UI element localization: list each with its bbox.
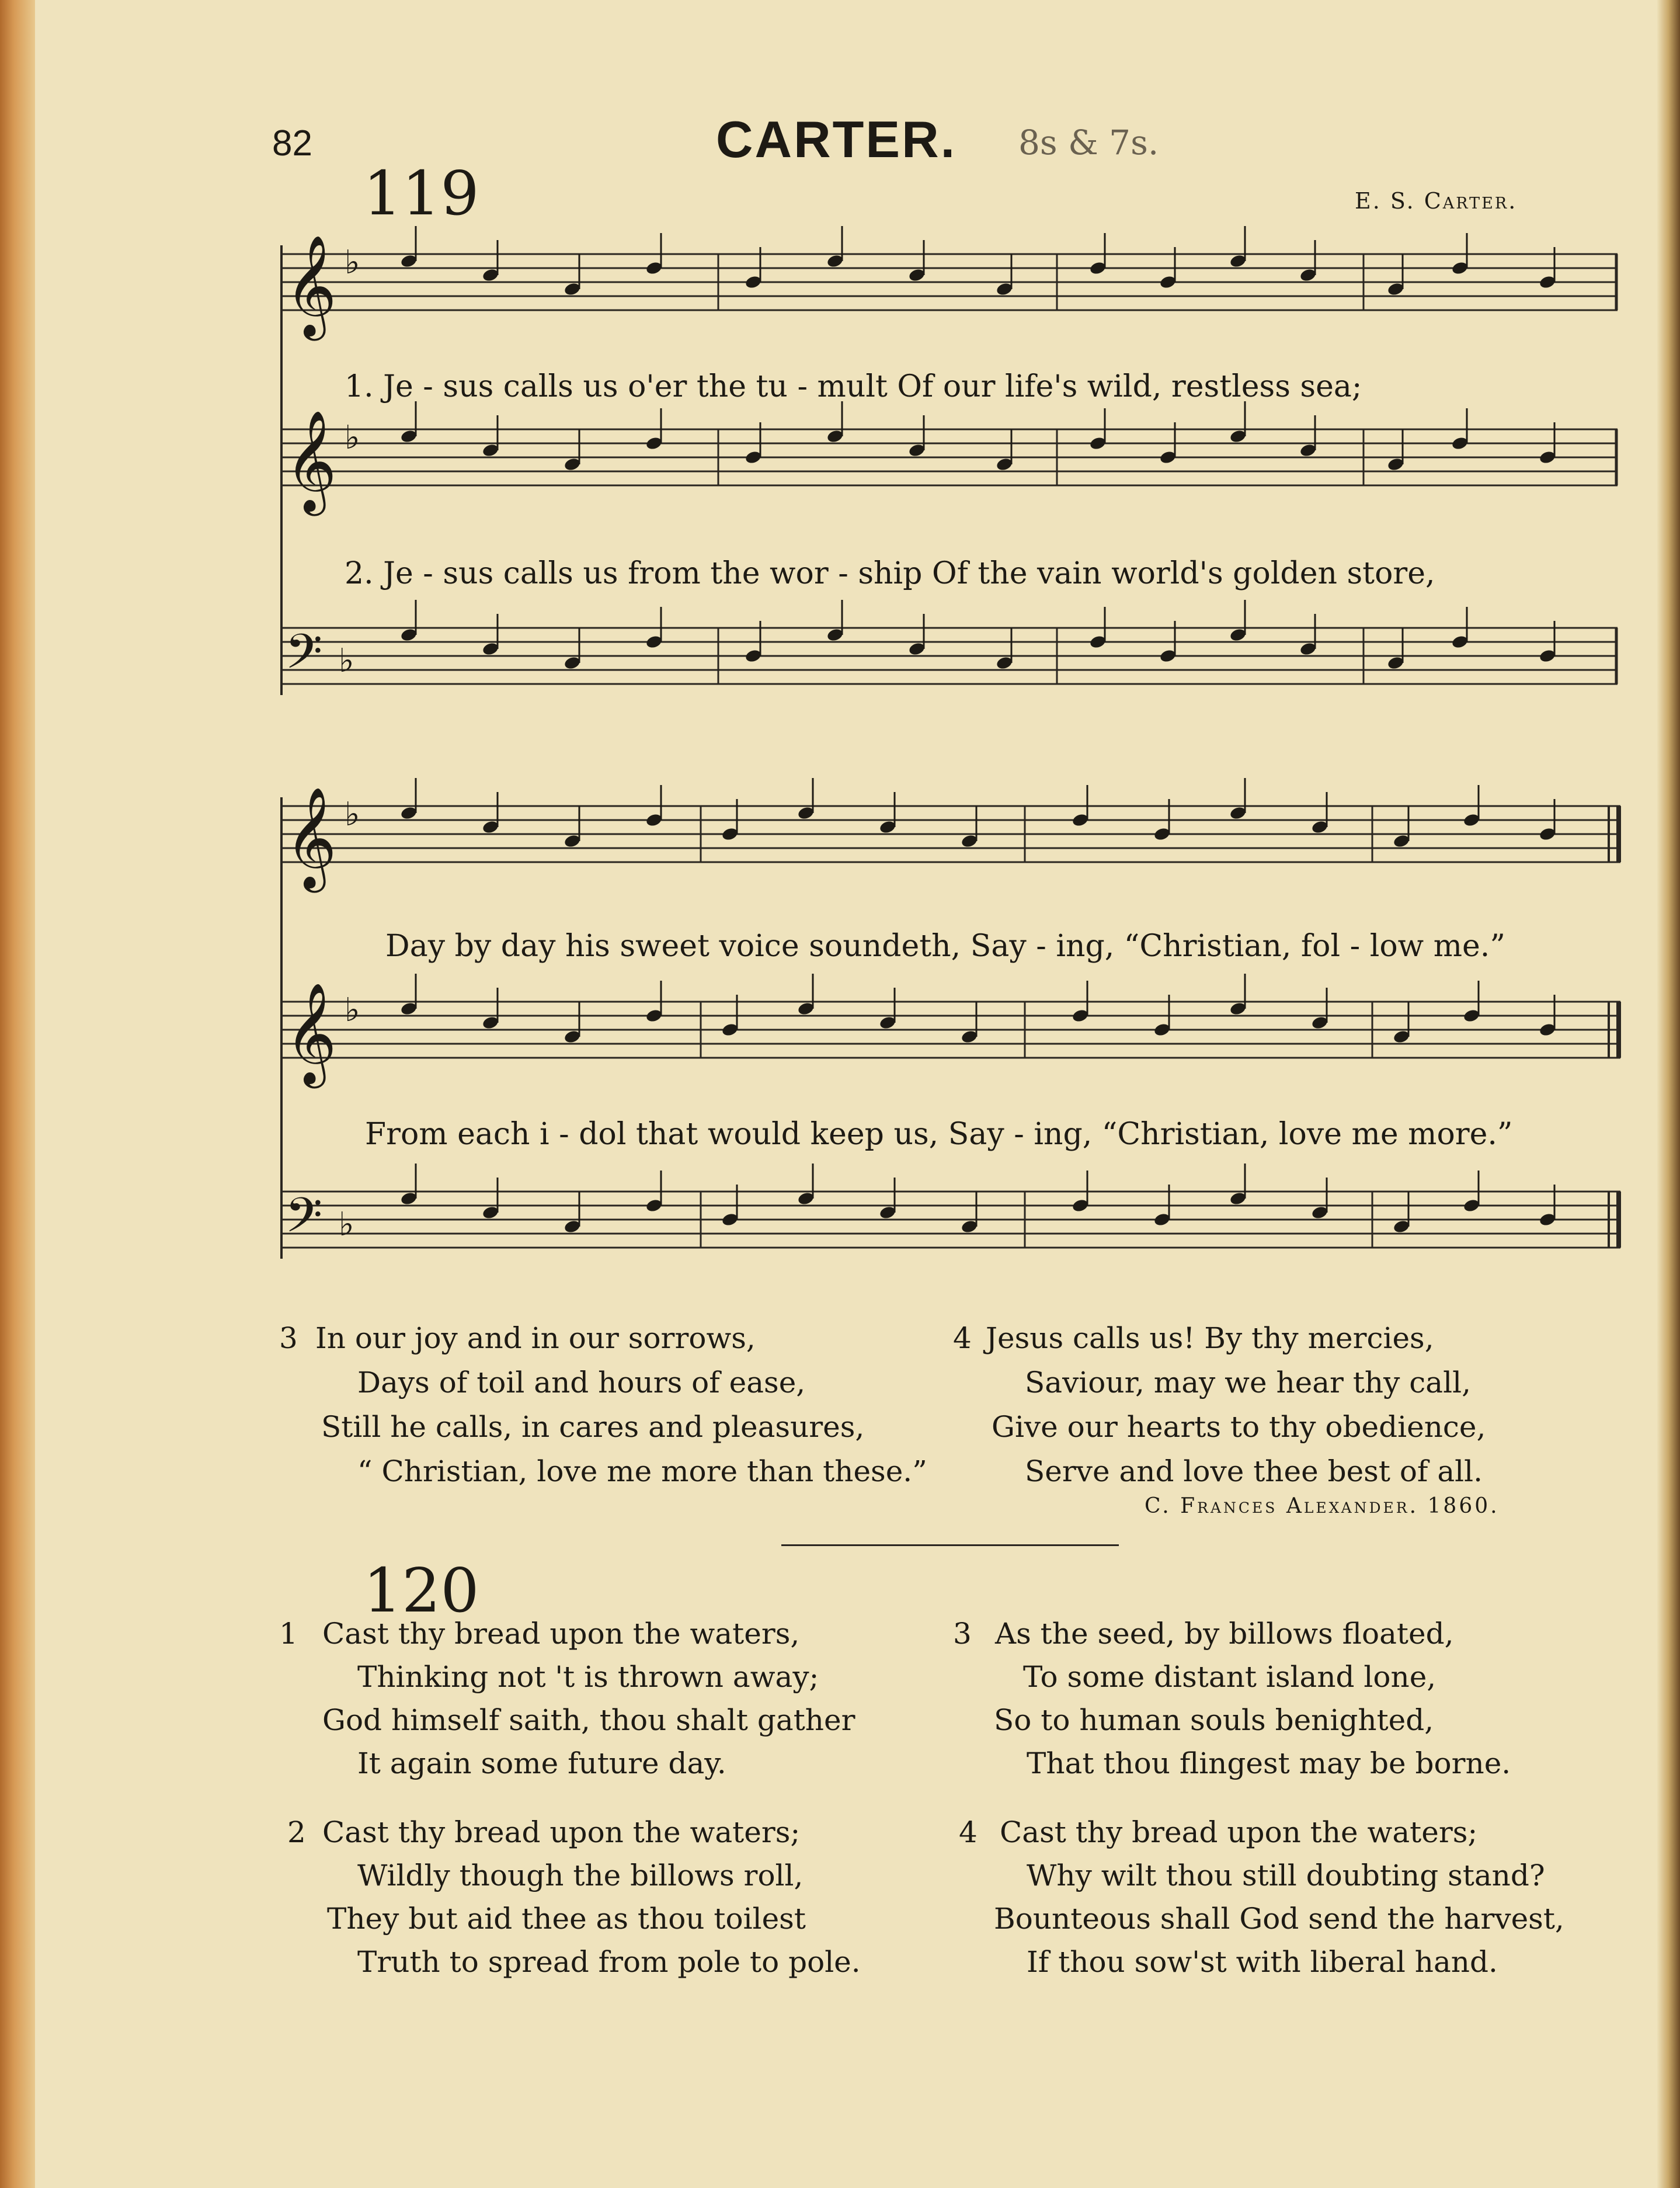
verse-line: As the seed, by billows floated, <box>995 1617 1454 1651</box>
flat-icon: ♭ <box>345 244 360 282</box>
author-credit: C. Frances Alexander. 1860. <box>1145 1494 1500 1518</box>
meter: 8s & 7s. <box>1018 123 1159 162</box>
verse-line: That thou flingest may be borne. <box>1027 1746 1511 1780</box>
lyric-line-2: 2. Je - sus calls us from the wor - ship Of the vain world's golden store, <box>345 556 1435 591</box>
verse-line: To some distant island lone, <box>1023 1660 1436 1694</box>
verse-line: In our joy and in our sorrows, <box>315 1321 756 1355</box>
verse-line: It again some future day. <box>357 1746 726 1780</box>
verse-line: Days of toil and hours of ease, <box>357 1366 806 1399</box>
verse-number: 4 <box>953 1321 972 1355</box>
system-2-staves <box>280 797 1620 1259</box>
treble-clef-icon: 𝄞 <box>285 787 337 888</box>
verse-line: Give our hearts to thy obedience, <box>992 1410 1486 1444</box>
verse-number: 4 <box>959 1815 978 1849</box>
page-number: 82 <box>272 123 312 164</box>
lyric-line-3: Day by day his sweet voice soundeth, Say - ing, “Christian, fol - low me.” <box>385 929 1505 964</box>
verse-line: Cast thy bread upon the waters, <box>322 1617 800 1651</box>
verse-line: Why wilt thou still doubting stand? <box>1027 1859 1545 1892</box>
flat-icon: ♭ <box>339 1206 354 1244</box>
verse-number: 1 <box>279 1617 298 1651</box>
verse-line: Truth to spread from pole to pole. <box>357 1945 861 1979</box>
flat-icon: ♭ <box>345 991 360 1029</box>
flat-icon: ♭ <box>345 419 360 457</box>
treble-clef-icon: 𝄞 <box>285 982 337 1084</box>
verse-line: Wildly though the billows roll, <box>357 1859 804 1892</box>
verse-line: Cast thy bread upon the waters; <box>322 1815 801 1849</box>
verse-number: 3 <box>953 1617 972 1651</box>
verse-line: Still he calls, in cares and pleasures, <box>321 1410 865 1444</box>
verse-line: “ Christian, love me more than these.” <box>357 1454 927 1488</box>
hymn-number-120: 120 <box>363 1555 479 1626</box>
verse-line: God himself saith, thou shalt gather <box>322 1703 855 1737</box>
verse-line: Saviour, may we hear thy call, <box>1025 1366 1471 1399</box>
verse-number: 3 <box>279 1321 298 1355</box>
hymn-number-119: 119 <box>363 158 479 229</box>
lyric-line-1: 1. Je - sus calls us o'er the tu - mult Of our life's wild, restless sea; <box>345 369 1362 404</box>
treble-clef-icon: 𝄞 <box>285 235 337 336</box>
tune-name: CARTER. <box>716 110 957 168</box>
treble-clef-icon: 𝄞 <box>285 410 337 512</box>
flat-icon: ♭ <box>345 796 360 833</box>
verse-line: Serve and love thee best of all. <box>1025 1454 1483 1488</box>
verse-line: Jesus calls us! By thy mercies, <box>986 1321 1434 1355</box>
verse-line: Cast thy bread upon the waters; <box>1000 1815 1478 1849</box>
bass-clef-icon: 𝄢 <box>285 623 323 692</box>
system-1-staves <box>280 245 1618 695</box>
divider-rule <box>781 1544 1119 1546</box>
verse-line: Bounteous shall God send the harvest, <box>994 1902 1564 1936</box>
verse-line: They but aid thee as thou toilest <box>327 1902 806 1936</box>
composer: E. S. Carter. <box>1355 188 1518 214</box>
verse-number: 2 <box>287 1815 306 1849</box>
bass-clef-icon: 𝄢 <box>285 1187 323 1255</box>
flat-icon: ♭ <box>339 642 354 680</box>
verse-line: Thinking not 't is thrown away; <box>357 1660 819 1694</box>
lyric-line-4: From each i - dol that would keep us, Say - ing, “Christian, love me more.” <box>365 1117 1513 1152</box>
verse-line: If thou sow'st with liberal hand. <box>1027 1945 1498 1979</box>
verse-line: So to human souls benighted, <box>994 1703 1434 1737</box>
